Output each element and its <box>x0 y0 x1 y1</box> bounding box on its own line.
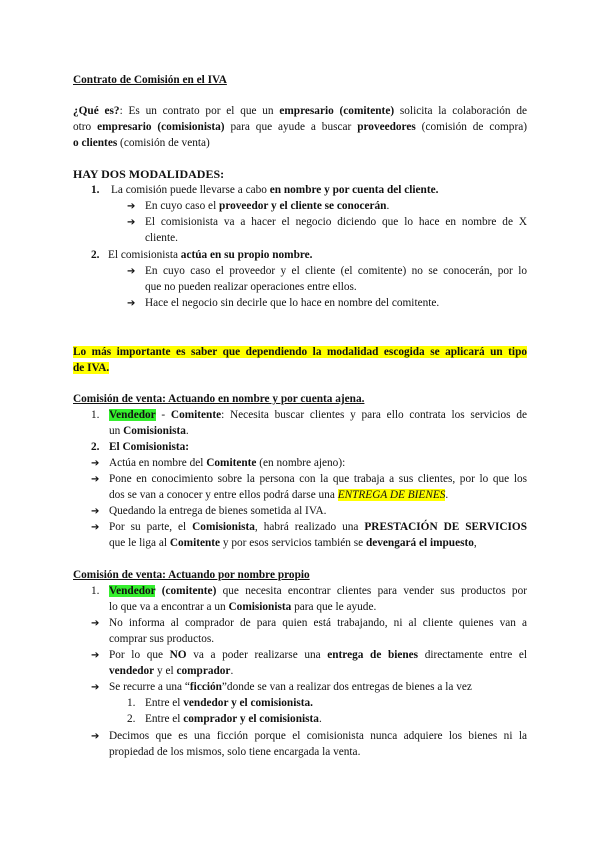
section-2-bullet-2: Por lo que NO va a poder realizarse una entrega de bienes directamente entre el <box>109 649 527 661</box>
section-2-sub-1-number: 1. <box>127 697 136 709</box>
modalidad-2-text: El comisionista actúa en su propio nombre. <box>108 249 313 261</box>
arrow-right-icon: ➔ <box>127 217 136 228</box>
arrow-right-icon: ➔ <box>91 731 100 742</box>
section-1-item-2-number: 2. <box>91 441 100 453</box>
intro-line-2: otro empresario (comisionista) para que ayude a buscar proveedores (comisión de compra) <box>73 121 527 133</box>
section-1-item-1-cont: un Comisionista. <box>109 425 189 437</box>
arrow-right-icon: ➔ <box>127 266 136 277</box>
modalidades-heading: HAY DOS MODALIDADES: <box>73 167 225 181</box>
modalidad-1-number: 1. <box>91 184 100 196</box>
modalidad-1-arrow-2-cont: cliente. <box>145 232 178 244</box>
section-2-heading: Comisión de venta: Actuando por nombre propio <box>73 569 310 581</box>
arrow-right-icon: ➔ <box>127 201 136 212</box>
highlight-note-line-2: de IVA. <box>73 362 110 374</box>
section-2-sub-2-number: 2. <box>127 713 136 725</box>
modalidad-1-arrow-1: En cuyo caso el proveedor y el cliente se conocerán. <box>145 200 390 212</box>
section-1-bullet-4: Por su parte, el Comisionista, habrá realizado una PRESTACIÓN DE SERVICIOS <box>109 521 527 533</box>
modalidad-1-arrow-2: El comisionista va a hacer el negocio diciendo que lo hace en nombre de X <box>145 216 527 228</box>
document-title: Contrato de Comisión en el IVA <box>73 74 227 86</box>
section-2-item-1: Vendedor (comitente) que necesita encontrar clientes para vender sus productos por <box>109 585 527 597</box>
arrow-right-icon: ➔ <box>91 650 100 661</box>
section-1-bullet-2-cont: dos se van a conocer y entre ellos podrá darse una ENTREGA DE BIENES. <box>109 489 449 501</box>
section-2-item-1-number: 1. <box>91 585 100 597</box>
section-2-sub-2: Entre el comprador y el comisionista. <box>145 713 322 725</box>
section-2-item-1-cont: lo que va a encontrar a un Comisionista para que le ayude. <box>109 601 377 613</box>
arrow-right-icon: ➔ <box>91 618 100 629</box>
section-2-bullet-1: No informa al comprador de para quien está trabajando, ni al cliente quienes van a <box>109 617 527 629</box>
modalidad-2-arrow-2: Hace el negocio sin decirle que lo hace en nombre del comitente. <box>145 297 440 309</box>
modalidad-2-arrow-1: En cuyo caso el proveedor y el cliente (el comitente) no se conocerán, por lo <box>145 265 527 277</box>
arrow-right-icon: ➔ <box>91 474 100 485</box>
arrow-right-icon: ➔ <box>91 522 100 533</box>
section-2-bullet-4: Decimos que es una ficción porque el comisionista nunca adquiere los bienes ni la <box>109 730 527 742</box>
section-1-bullet-3: Quedando la entrega de bienes sometida al IVA. <box>109 505 327 517</box>
intro-line-3: o clientes (comisión de venta) <box>73 137 210 149</box>
arrow-right-icon: ➔ <box>91 682 100 693</box>
section-1-bullet-2: Pone en conocimiento sobre la persona con la que trabaja a sus clientes, por lo que los <box>109 473 527 485</box>
section-2-bullet-4-cont: propiedad de los mismos, solo tiene encargada la venta. <box>109 746 361 758</box>
section-1-heading: Comisión de venta: Actuando en nombre y por cuenta ajena. <box>73 393 365 405</box>
modalidad-2-number: 2. <box>91 249 100 261</box>
arrow-right-icon: ➔ <box>91 506 100 517</box>
section-1-bullet-4-cont: que le liga al Comitente y por esos servicios también se devengará el impuesto, <box>109 537 477 549</box>
arrow-right-icon: ➔ <box>91 458 100 469</box>
arrow-right-icon: ➔ <box>127 298 136 309</box>
intro-line-1: ¿Qué es?: Es un contrato por el que un empresario (comitente) solicita la colaboración de <box>73 105 527 117</box>
section-1-item-2: El Comisionista: <box>109 441 190 453</box>
section-2-sub-1: Entre el vendedor y el comisionista. <box>145 697 313 709</box>
modalidad-2-arrow-1-cont: que no pueden realizar operaciones entre ellos. <box>145 281 357 293</box>
section-1-item-1: Vendedor - Comitente: Necesita buscar clientes y para ello contrata los servicios de <box>109 409 527 421</box>
modalidad-1-text: La comisión puede llevarse a cabo en nombre y por cuenta del cliente. <box>111 184 439 196</box>
section-2-bullet-2-cont: vendedor y el comprador. <box>109 665 234 677</box>
highlight-note-line-1: Lo más importante es saber que dependiendo la modalidad escogida se aplicará un tipo <box>73 346 527 358</box>
section-1-bullet-1: Actúa en nombre del Comitente (en nombre ajeno): <box>109 457 346 469</box>
section-2-bullet-3: Se recurre a una “ficción”donde se van a realizar dos entregas de bienes a la vez <box>109 681 472 693</box>
section-1-item-1-number: 1. <box>91 409 100 421</box>
section-2-bullet-1-cont: comprar sus productos. <box>109 633 215 645</box>
